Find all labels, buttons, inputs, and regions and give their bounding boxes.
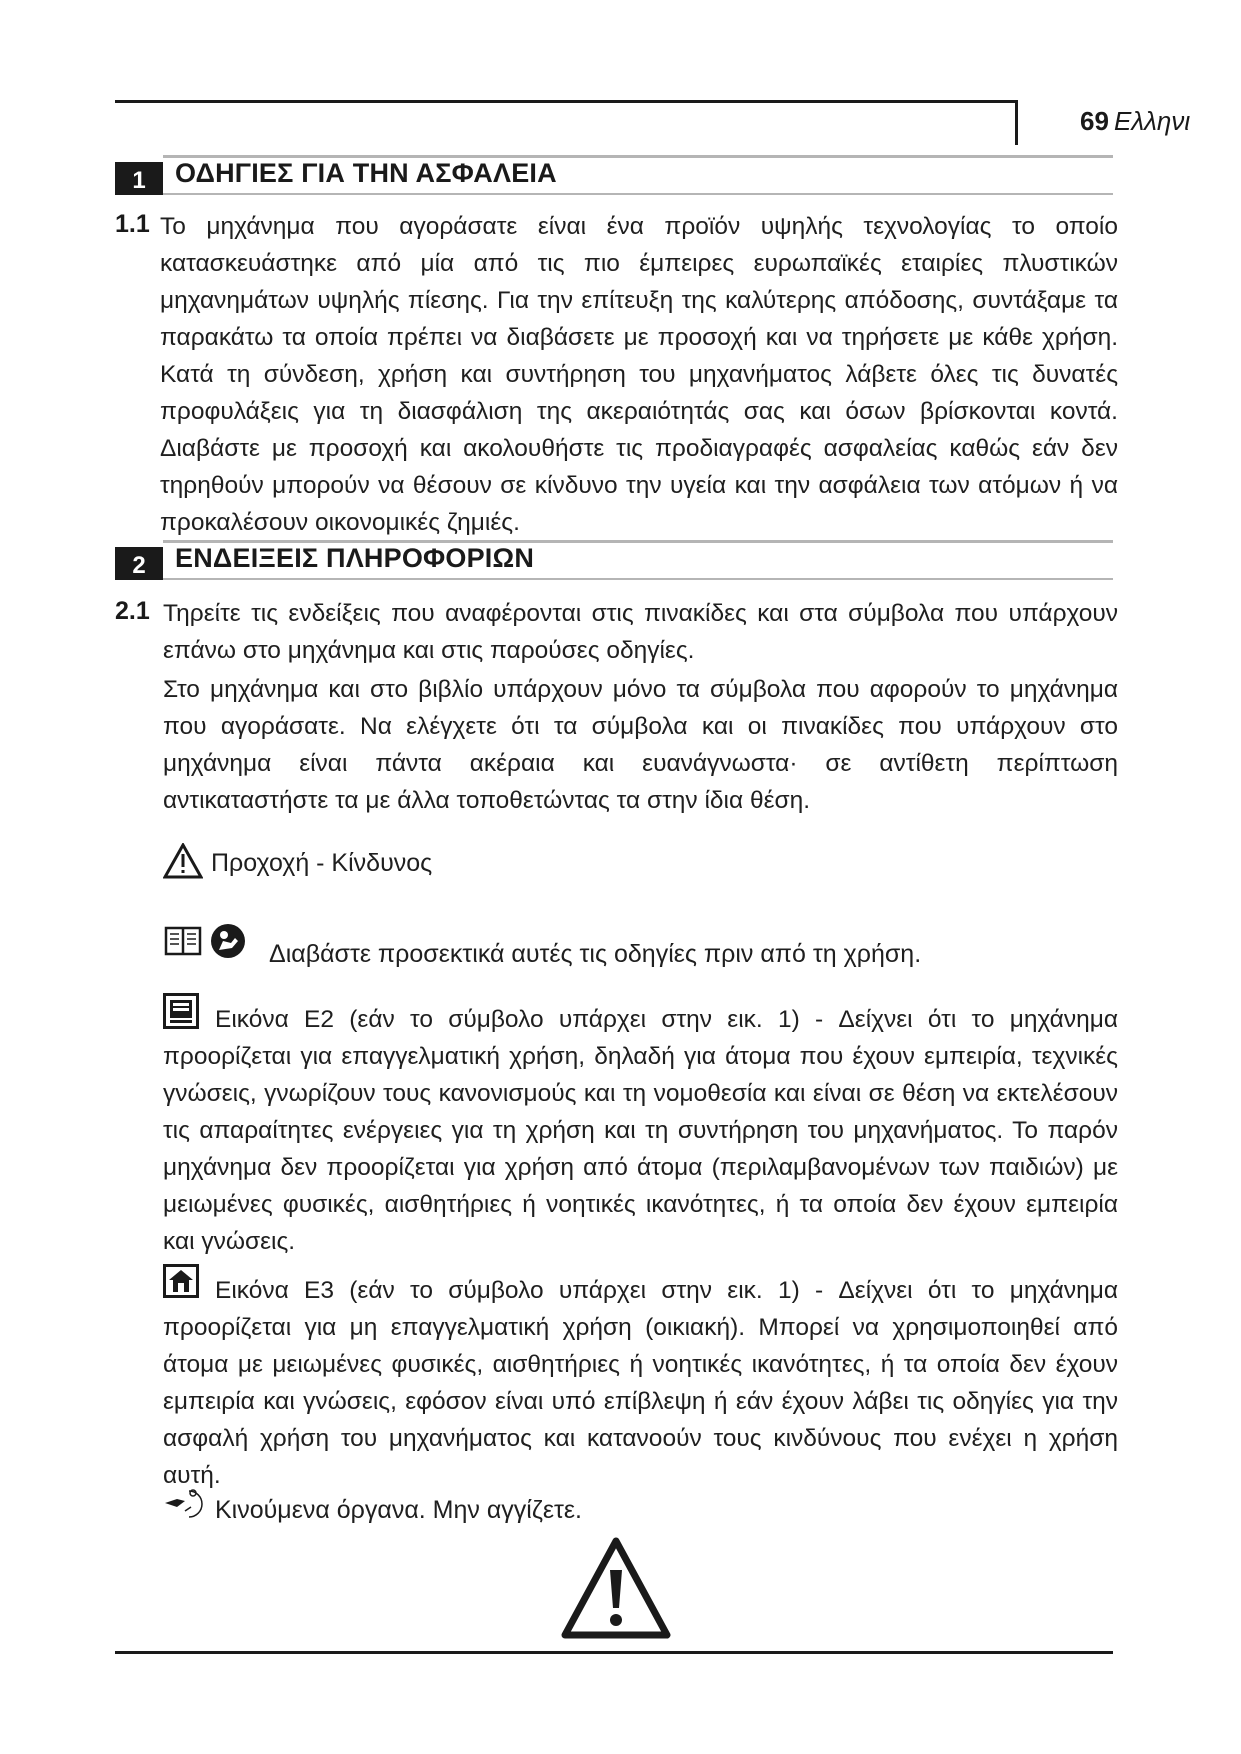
footer-rule [115,1651,1113,1654]
symbol-professional-text: Εικόνα E2 (εάν το σύμβολο υπάρχει στην εικ. 1) - Δείχνει ότι το μηχάνημα προορίζεται για επαγγελματική χρήση, δηλαδή για άτομα που έχουν εμπειρία, τεχνικές γνώσεις, γνωρίζουν τους κανονισμούς και τη νομοθεσία και είναι σε θέση να εκτελέσουν τις απαραίτητες ενέργειες για τη χρήση και τη συντήρηση του μηχανήματος. Το παρόν μηχάνημα δεν προορίζεται για χρήση από άτομα (περιλαμβανομένων των παιδιών) με μειωμένες φυσικές, αισθητήριες ή νοητικές ικανότητες, ή τα οποία δεν έχουν εμπειρία και γνώσεις. [163,1006,1118,1255]
symbol-household-text: Εικόνα E3 (εάν το σύμβολο υπάρχει στην εικ. 1) - Δείχνει ότι το μηχάνημα προορίζεται για μη επαγγελματική χρήση (οικιακή). Μπορεί να χρησιμοποιηθεί από άτομα με μειωμένες φυσικές, αισθητήριες ή νοητικές ικανότητες, ή τα οποία δεν έχουν εμπειρία και γνώσεις, εφόσον είναι υπό επίβλεψη ή εάν έχουν λάβει τις οδηγίες για την ασφαλή χρήση του μηχανήματος και κατανοούν τους κινδύνους που ενέχει η χρήση αυτή. [163,1277,1118,1489]
paragraph-2-1-text-a: Τηρείτε τις ενδείξεις που αναφέρονται στις πινακίδες και στα σύμβολα που υπάρχουν επάνω στο μηχάνημα και στις παρούσες οδηγίες. [163,600,1118,664]
section-1-number: 1 [115,162,163,195]
large-warning-triangle-icon [560,1536,672,1645]
page-language: Ελληνι [1114,106,1191,136]
paragraph-2-1-text-b: Στο μηχάνημα και στο βιβλίο υπάρχουν μόνο τα σύμβολα που αφορούν το μηχάνημα που αγοράσατε. Να ελέγχετε ότι τα σύμβολα και οι πινακίδες που υπάρχουν στο μηχάνημα είναι πάντα ακέραια και ευανάγνωστα· σε αντίθετη περίπτωση αντικαταστήστε τα με άλλα τοποθετώντας τα στην ίδια θέση. [163,676,1118,814]
section-1-rule-bottom [163,193,1113,195]
section-2-rule-bottom [163,578,1113,580]
warning-triangle-icon [163,843,203,884]
section-2-heading [115,540,1113,580]
moving-parts-hand-icon [163,1487,203,1526]
section-1-title: ΟΔΗΓΙΕΣ ΓΙΑ ΤΗΝ ΑΣΦΑΛΕΙΑ [175,158,557,188]
paragraph-1-1-number: 1.1 [115,210,150,238]
symbol-caution-row [163,843,432,884]
symbol-moving-parts-row [163,1487,582,1526]
page-number: 69 [1080,106,1109,136]
symbol-moving-parts-label: Κινούμενα όργανα. Μην αγγίζετε. [215,1496,582,1524]
symbol-read-manual-row [163,918,921,969]
paragraph-1-1-text: Το μηχάνημα που αγοράσατε είναι ένα προϊόν υψηλής τεχνολογίας το οποίο κατασκευάστηκε από μία από τις πιο έμπειρες ευρωπαϊκές εταιρίες πλυστικών μηχανημάτων υψηλής πίεσης. Για την επίτευξη της καλύτερης απόδοσης, συντάξαμε τα παρακάτω τα οποία πρέπει να διαβάσετε με προσοχή και να τηρήσετε με κάθε χρήση. Κατά τη σύνδεση, χρήση και συντήρηση του μηχανήματος λάβετε όλες τις δυνατές προφυλάξεις για τη διασφάλιση της ακεραιότητάς σας και όσων βρίσκονται κοντά. Διαβάστε με προσοχή και ακολουθήστε τις προδιαγραφές ασφαλείας καθώς εάν δεν τηρηθούν μπορούν να θέσουν σε κίνδυνο την υγεία και την ασφάλεια των ατόμων ή να προκαλέσουν οικονομικές ζημιές. [160,213,1118,536]
read-instructions-icon [209,922,247,965]
section-2-number: 2 [115,547,163,580]
symbol-caution-label: Προχοχή - Κίνδυνος [211,849,433,877]
section-2-title: ΕΝΔΕΙΞΕΙΣ ΠΛΗΡΟΦΟΡΙΩΝ [175,543,535,573]
open-book-icon [163,924,203,963]
header-rule-tick [1015,100,1018,145]
section-1-heading [115,155,1113,195]
symbol-read-manual-label: Διαβάστε προσεκτικά αυτές τις οδηγίες πριν από τη χρήση. [269,940,922,968]
header-rule [115,100,1018,103]
paragraph-2-1-number: 2.1 [115,597,150,625]
